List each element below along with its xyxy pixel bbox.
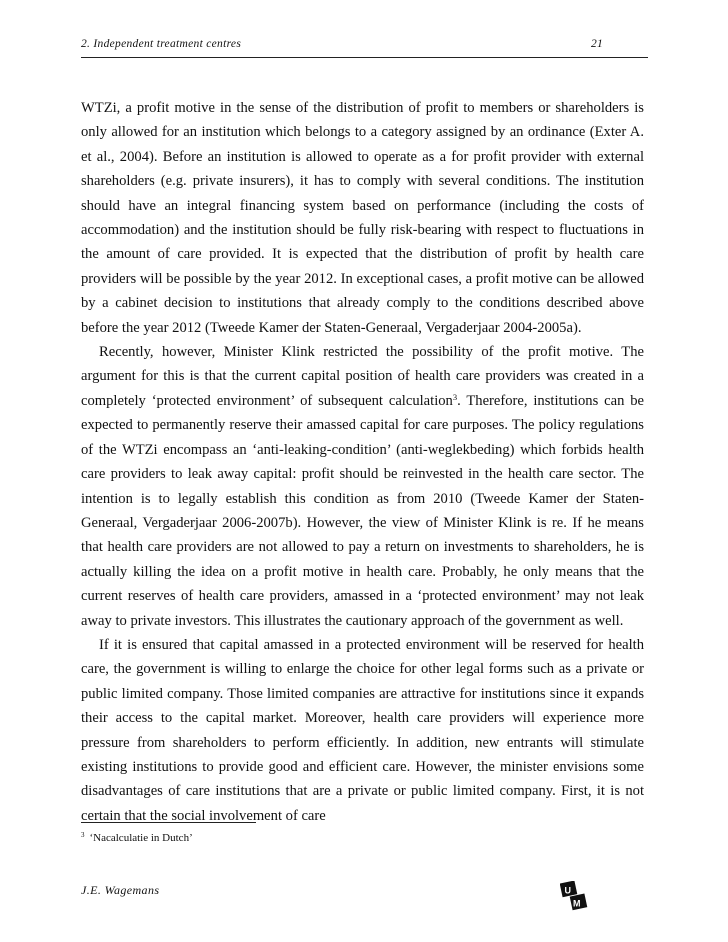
footnote: [81, 831, 193, 844]
university-logo-icon: [560, 881, 588, 911]
page-number: 21: [591, 38, 604, 50]
footnote-rule: [81, 822, 256, 823]
body-text: [81, 96, 644, 828]
footnote-marker: 3: [81, 831, 85, 839]
paragraph-2: [81, 340, 644, 633]
footnote-reference[interactable]: 3: [452, 391, 458, 402]
footer-author: J.E. Wagemans: [81, 883, 160, 897]
running-header: [81, 38, 648, 50]
paragraph-2-part-b: . Therefore, institutions can be expected to permanently reserve their amassed capital for care purposes. The policy regulations of the WTZi encompass an ‘anti-leaking-condition’ (anti-weglekbeding) which forbids health care providers to leak away capital: profit should be reinvested in the health care sector. The intention is to legally establish this condition as from 2010 (Tweede Kamer der Staten-Generaal, Vergaderjaar 2006-2007b). However, the view of Minister Klink is re. If he means that health care providers are not allowed to pay a return on investments to shareholders, he is actually killing the idea on a profit motive in health care. Probably, he only means that the current reserves of health care providers, amassed in a ‘protected environment’ may not leak away to private investors. This illustrates the cautionary approach of the government as well.: [81, 392, 645, 629]
logo-letter-m: M: [573, 898, 581, 909]
footnote-text: ‘Nacalculatie in Dutch’: [89, 832, 193, 844]
chapter-title: 2. Independent treatment centres: [81, 38, 242, 50]
paragraph-1: WTZi, a profit motive in the sense of the distribution of profit to members or shareholders is only allowed for an institution which belongs to a category assigned by an ordinance (Exter A. et al., 2004). Before an institution is allowed to operate as a for profit provider with external shareholders (e.g. private insurers), it has to comply with several conditions. The institution should have an integral financing system based on performance (including the costs of accommodation) and the institution should be fully risk-bearing with respect to fluctuations in the amount of care provided. It is expected that the distribution of profit by health care providers will be possible by the year 2012. In exceptional cases, a profit motive can be allowed by a cabinet decision to institutions that already comply to the conditions described above before the year 2012 (Tweede Kamer der Staten-Generaal, Vergaderjaar 2004-2005a).: [81, 100, 644, 336]
logo-letter-u: U: [564, 885, 571, 896]
paragraph-3: If it is ensured that capital amassed in a protected environment will be reserved for health care, the government is willing to enlarge the choice for other legal forms such as a private or public limited company. Those limited companies are attractive for institutions since it expands their access to the capital market. Moreover, health care providers will experience more pressure from shareholders to perform efficiently. In addition, new entrants will stimulate existing institutions to provide good and efficient care. However, the minister envisions some disadvantages of care institutions that are a private or public limited company. First, it is not certain that the social involvement of care: [81, 636, 644, 824]
header-rule: [81, 57, 648, 58]
paragraph-2-part-a: Recently, however, Minister Klink restricted the possibility of the profit motive. The argument for this is that the current capital position of health care providers was created in a completely ‘protected environment’ of subsequent calculation: [81, 344, 644, 409]
